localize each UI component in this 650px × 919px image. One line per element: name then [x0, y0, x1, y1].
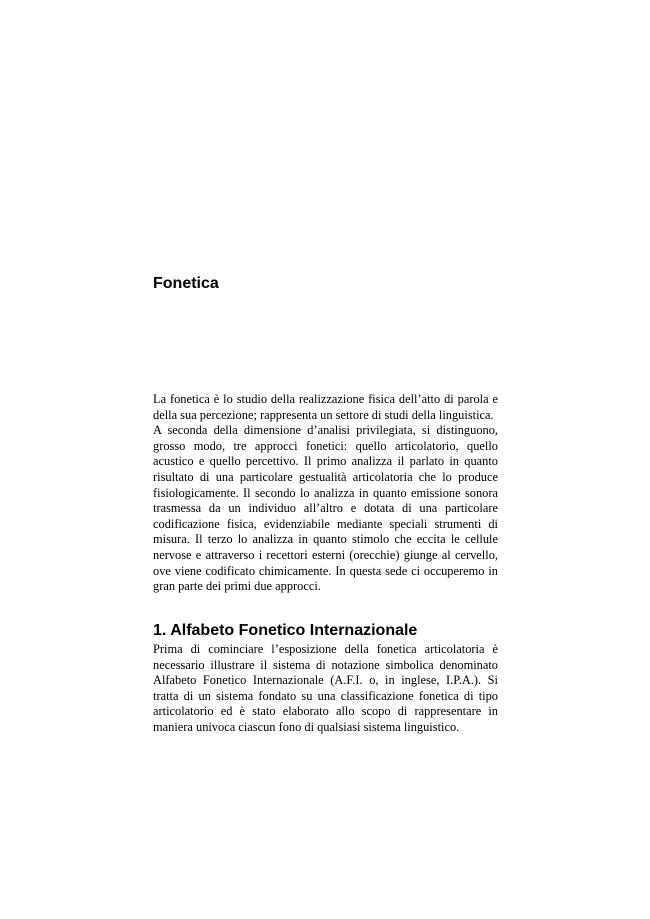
intro-paragraph-2: A seconda della dimensione d’analisi privilegiata, si distinguono, grosso modo, tre approcci fonetici: quello articolatorio, quello acustico e quello percettivo. Il primo analizza il parlato in quanto risultato di una particolare gestualità articolatoria che lo produce fisiologicamente. Il secondo lo analizza in quanto emissione sonora trasmessa da un individuo all’altro e dotata di una particolare codificazione fisica, evidenziabile mediante speciali strumenti di misura. Il terzo lo analizza in quanto stimolo che eccita le cellule nervose e attraverso i recettori esterni (orecchie) giunge al cervello, ove viene codificato chimicamente. In questa sede ci occuperemo in gran parte dei primi due approcci.	[153, 423, 498, 594]
section-paragraph: Prima di cominciare l’esposizione della fonetica articolatoria è necessario illustrare il sistema di notazione simbolica denominato Alfabeto Fonetico Internazionale (A.F.I. o, in inglese, I.P.A.). Si tratta di un sistema fondato su una classificazione fonetica di tipo articolatorio ed è stato elaborato allo scopo di rappresentare in maniera univoca ciascun fono di qualsiasi sistema linguistico.	[153, 642, 498, 734]
intro-text	[153, 392, 498, 595]
chapter-title: Fonetica	[153, 275, 219, 292]
intro-paragraph-1: La fonetica è lo studio della realizzazione fisica dell’atto di parola e della sua percezione; rappresenta un settore di studi della linguistica.	[153, 392, 498, 422]
section-title: 1. Alfabeto Fonetico Internazionale	[153, 622, 418, 639]
section-text	[153, 642, 498, 736]
